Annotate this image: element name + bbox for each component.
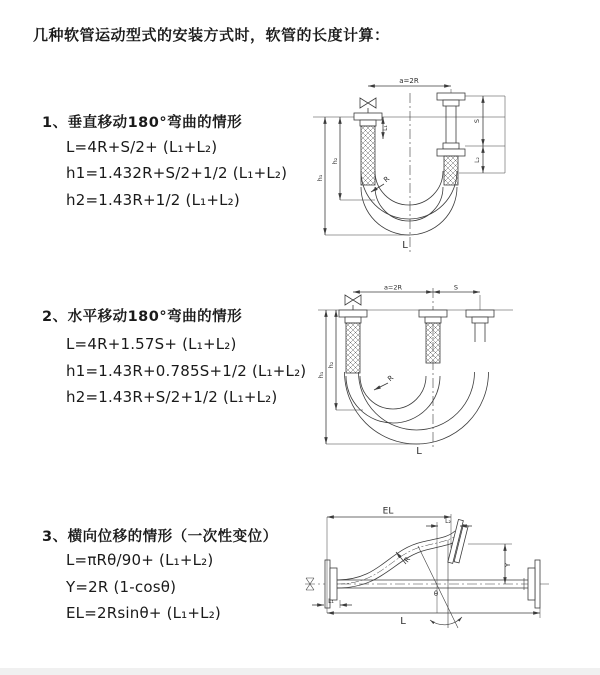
dim-label-a2r: a=2R [383, 283, 403, 292]
middle-flange [419, 310, 447, 323]
section1-formula-h1: h1=1.432R+S/2+1/2 (L₁+L₂) [66, 164, 288, 182]
diagram-lateral-displacement [300, 500, 565, 645]
dim-label-theta: θ [433, 590, 439, 598]
left-flange [339, 310, 367, 323]
diagram-vertical-180-bend [283, 73, 528, 268]
dim-label-h1: h₁ [317, 371, 325, 379]
hose-u-bend-position-a [346, 373, 440, 423]
valve-icon [360, 98, 376, 113]
valve-icon [345, 295, 361, 310]
dim-label-h1: h₁ [316, 174, 324, 182]
braided-hose-left [361, 126, 375, 185]
section2-formula-L: L=4R+1.57S+ (L₁+L₂) [66, 335, 237, 353]
right-flange-lower [437, 143, 465, 156]
hose-u-bend-position-b [345, 372, 489, 444]
dim-label-el: EL [382, 506, 394, 517]
hose-s-curve [337, 531, 459, 588]
page-edge-shadow [0, 668, 600, 675]
diagram-horizontal-180-bend [308, 280, 548, 460]
section2-formula-h2: h2=1.43R+S/2+1/2 (L₁+L₂) [66, 388, 278, 406]
section1-formula-h2: h2=1.43R+1/2 (L₁+L₂) [66, 191, 240, 209]
dim-label-r: R [382, 174, 392, 185]
section3-formula-L: L=πRθ/90+ (L₁+L₂) [66, 551, 214, 569]
dim-label-l1: L₁ [382, 125, 389, 131]
section2-heading: 2、水平移动180°弯曲的情形 [42, 309, 243, 325]
dim-label-h2: h₂ [331, 157, 339, 165]
section3-formula-Y: Y=2R (1-cosθ) [66, 578, 177, 596]
right-flange [466, 310, 494, 323]
dim-label-l: L [402, 240, 408, 251]
section3-formula-EL: EL=2Rsinθ+ (L₁+L₂) [66, 604, 221, 622]
dim-label-l: L [416, 446, 422, 457]
dim-label-r: R [402, 555, 413, 565]
section1-heading: 1、垂直移动180°弯曲的情形 [42, 115, 243, 131]
page-title: 几种软管运动型式的安装方式时，软管的长度计算： [33, 26, 390, 44]
dim-label-y: Y [504, 562, 512, 568]
dim-label-r: R [386, 373, 396, 384]
dim-label-s: S [453, 283, 459, 292]
dim-label-a2r: a=2R [399, 77, 419, 85]
braided-hose-left [346, 323, 360, 373]
right-flange-upper [437, 93, 465, 106]
right-flange [528, 560, 540, 608]
section2-formula-h1: h1=1.43R+0.785S+1/2 (L₁+L₂) [66, 362, 307, 380]
braided-hose-middle [426, 323, 440, 363]
dim-label-s: S [473, 118, 481, 124]
dim-label-l1: L₁ [328, 598, 334, 605]
section1-formula-L: L=4R+S/2+ (L₁+L₂) [66, 138, 218, 156]
dim-label-l2: L₂ [474, 157, 481, 163]
dim-label-l: L [400, 616, 406, 627]
left-flange [354, 113, 382, 126]
dim-label-l2: L₂ [445, 518, 451, 525]
dim-label-h2: h₂ [327, 361, 335, 369]
section3-heading: 3、横向位移的情形（一次性变位） [42, 529, 278, 545]
